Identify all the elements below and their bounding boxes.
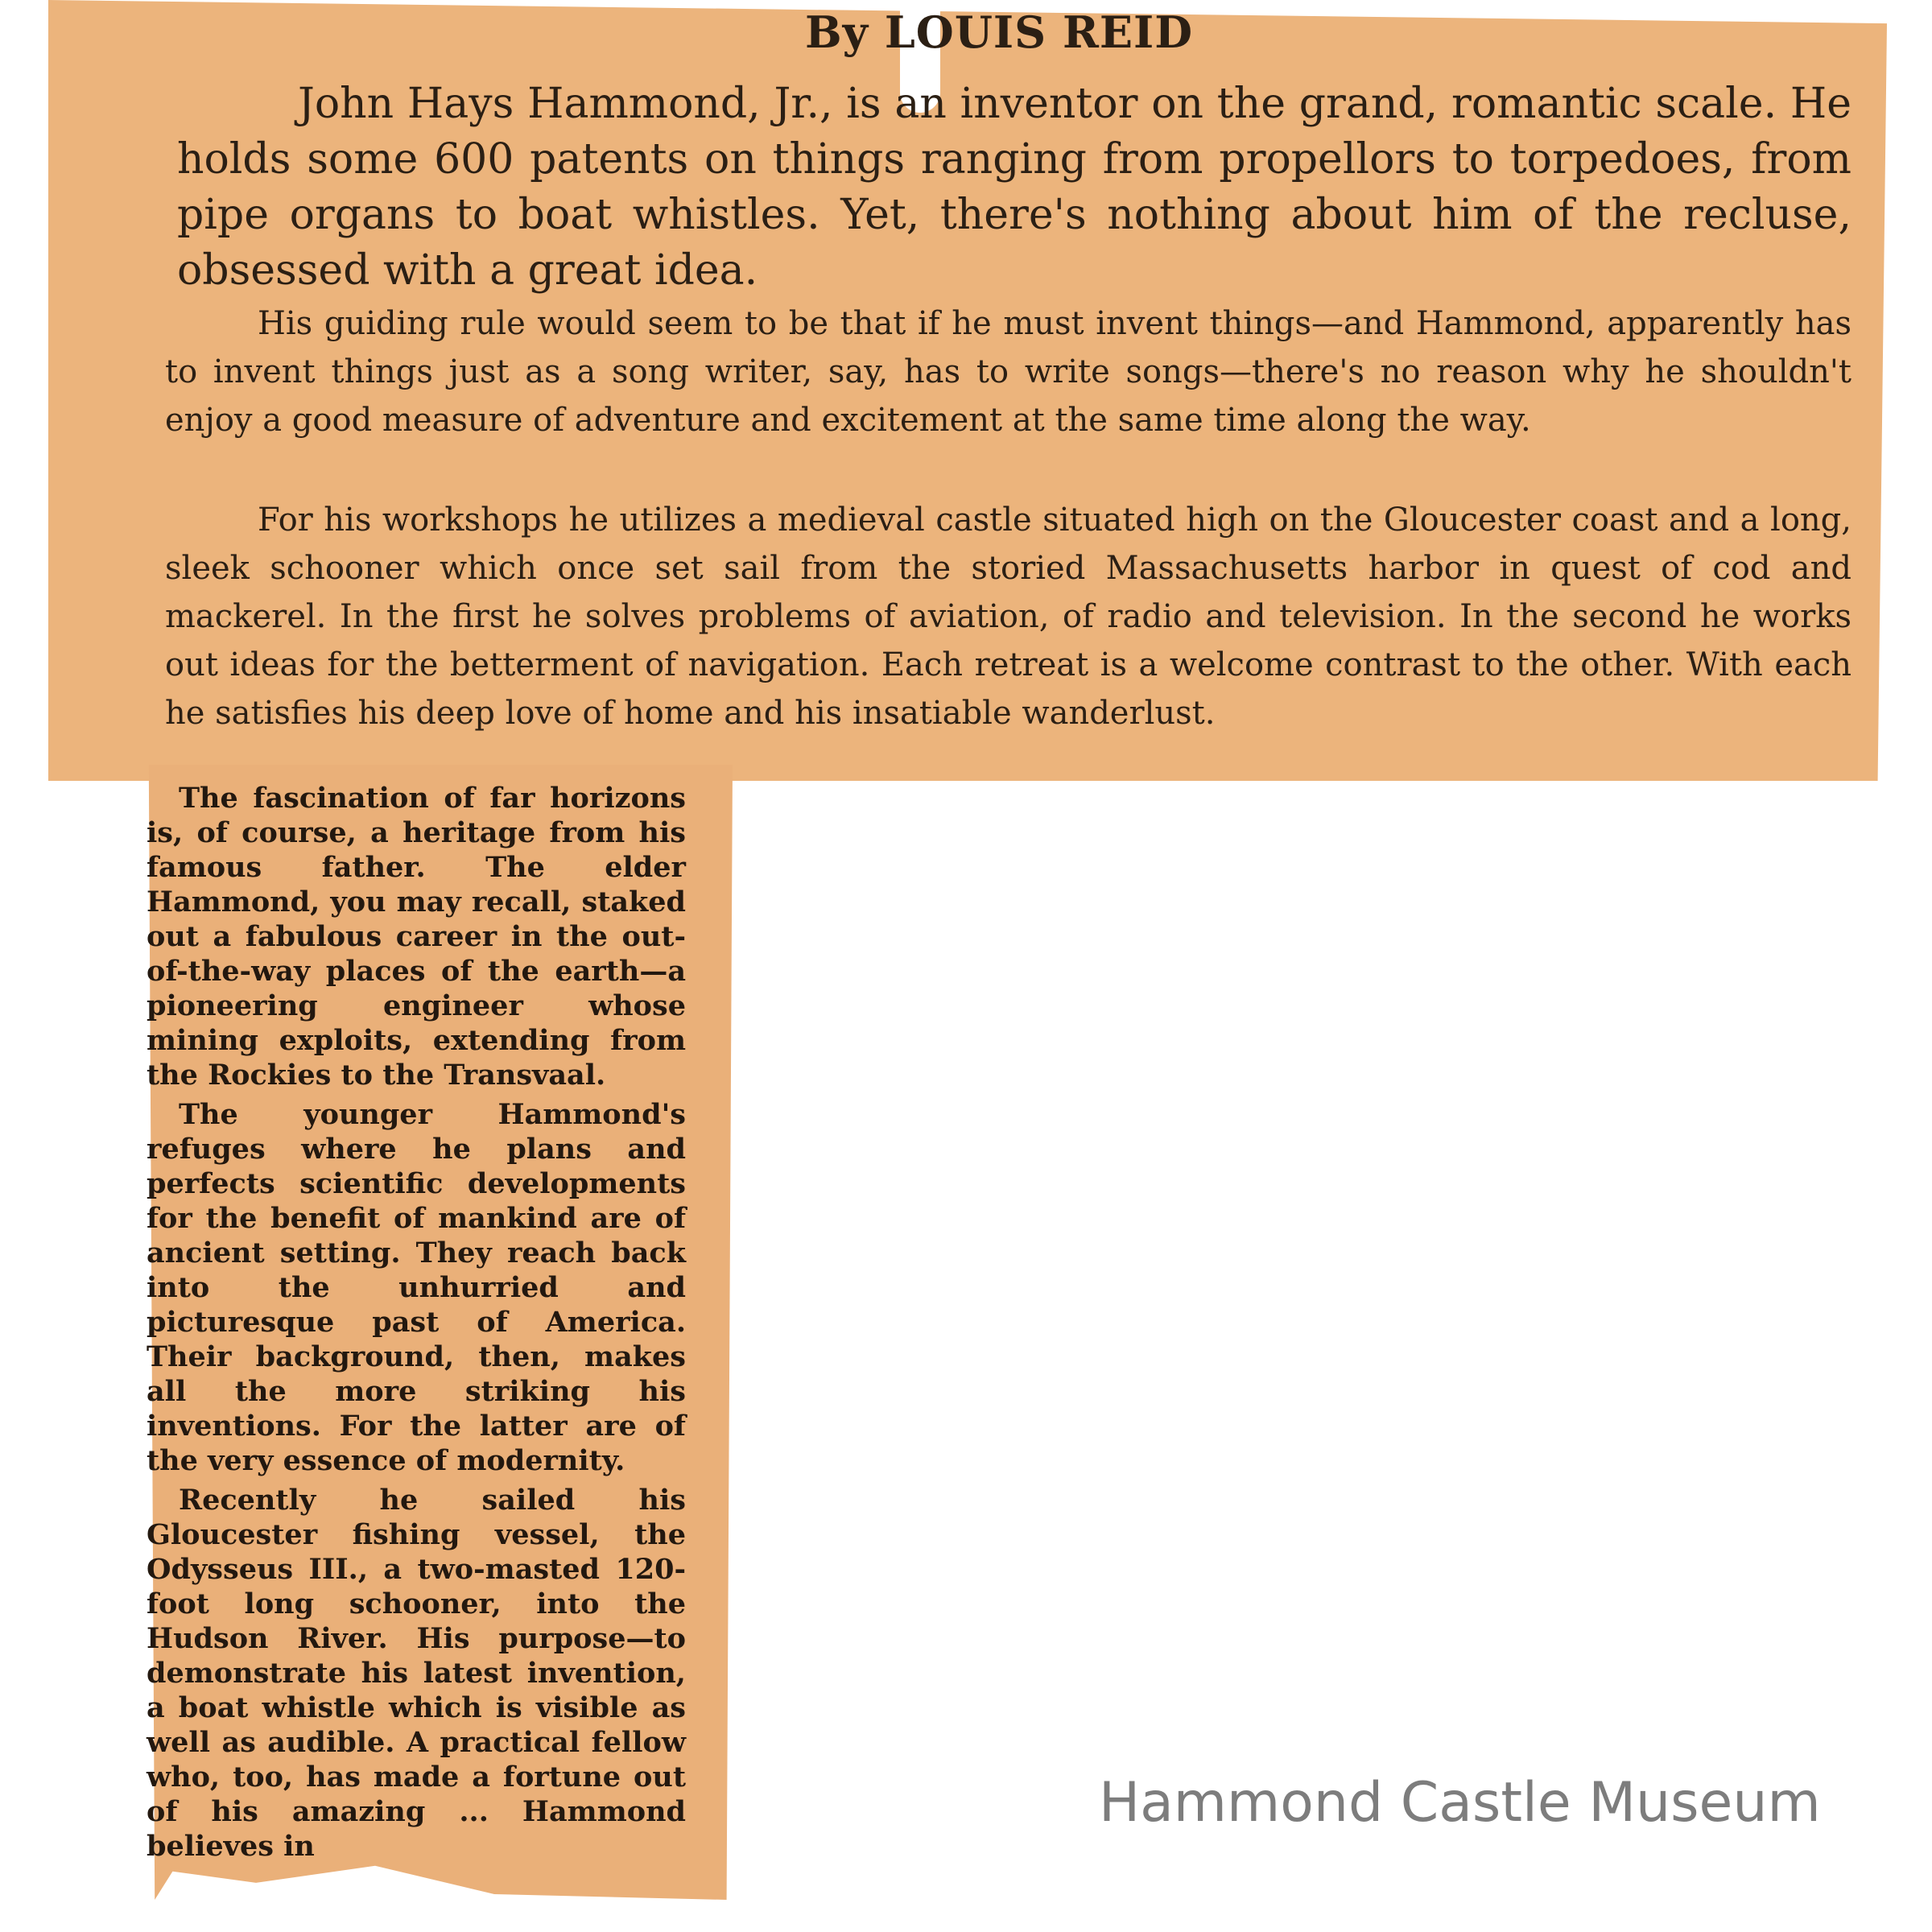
narrow-column xyxy=(147,781,686,1868)
watermark: Hammond Castle Museum xyxy=(1099,1771,1821,1835)
paragraph-workshops: For his workshops he utilizes a medieval castle situated high on the Gloucester coast and a long, sleek schooner which once set sail from the storied Massachusetts harbor in quest of cod and mackerel. In the first he solves problems of aviation, of radio and television. In the second he works out ideas for the betterment of navigation. Each retreat is a welcome contrast to the other. With each he satisfies his deep love of home and his insatiable wanderlust. xyxy=(165,502,1852,732)
column-paragraph-father: The fascination of far horizons is, of course, a heritage from his famous father. The elder Hammond, you may recall, staked out a fabulous career in the out-of-the-way places of the earth—a pioneering engineer whose mining exploits, extending from the Rockies to the Transvaal. xyxy=(147,782,686,1092)
lede-paragraph: John Hays Hammond, Jr., is an inventor on the grand, romantic scale. He holds some 600 patents on things ranging from propellors to torpedoes, from pipe organs to boat whistles. Yet, there's nothing about him of the recluse, obsessed with a great idea. xyxy=(177,80,1852,295)
column-paragraph-schooner: Recently he sailed his Gloucester fishing vessel, the Odysseus III., a two-masted 120-foot long schooner, into the Hudson River. His purpose—to demonstrate his latest invention, a boat whistle which is visible as well as audible. A practical fellow who, too, has made a fortune out of his amazing ... Hammond believes in xyxy=(147,1484,686,1863)
byline: By LOUIS REID xyxy=(805,6,1194,58)
column-paragraph-refuges: The younger Hammond's refuges where he plans and perfects scientific developments for the benefit of mankind are of ancient setting. They reach back into the unhurried and picturesque past of America. Their background, then, makes all the more striking his inventions. For the latter are of the very essence of modernity. xyxy=(147,1098,686,1477)
paragraph-guiding-rule: His guiding rule would seem to be that if he must invent things—and Hammond, apparently has to invent things just as a song writer, say, has to write songs—there's no reason why he shouldn't enjoy a good measure of adventure and excitement at the same time along the way. xyxy=(165,305,1852,439)
